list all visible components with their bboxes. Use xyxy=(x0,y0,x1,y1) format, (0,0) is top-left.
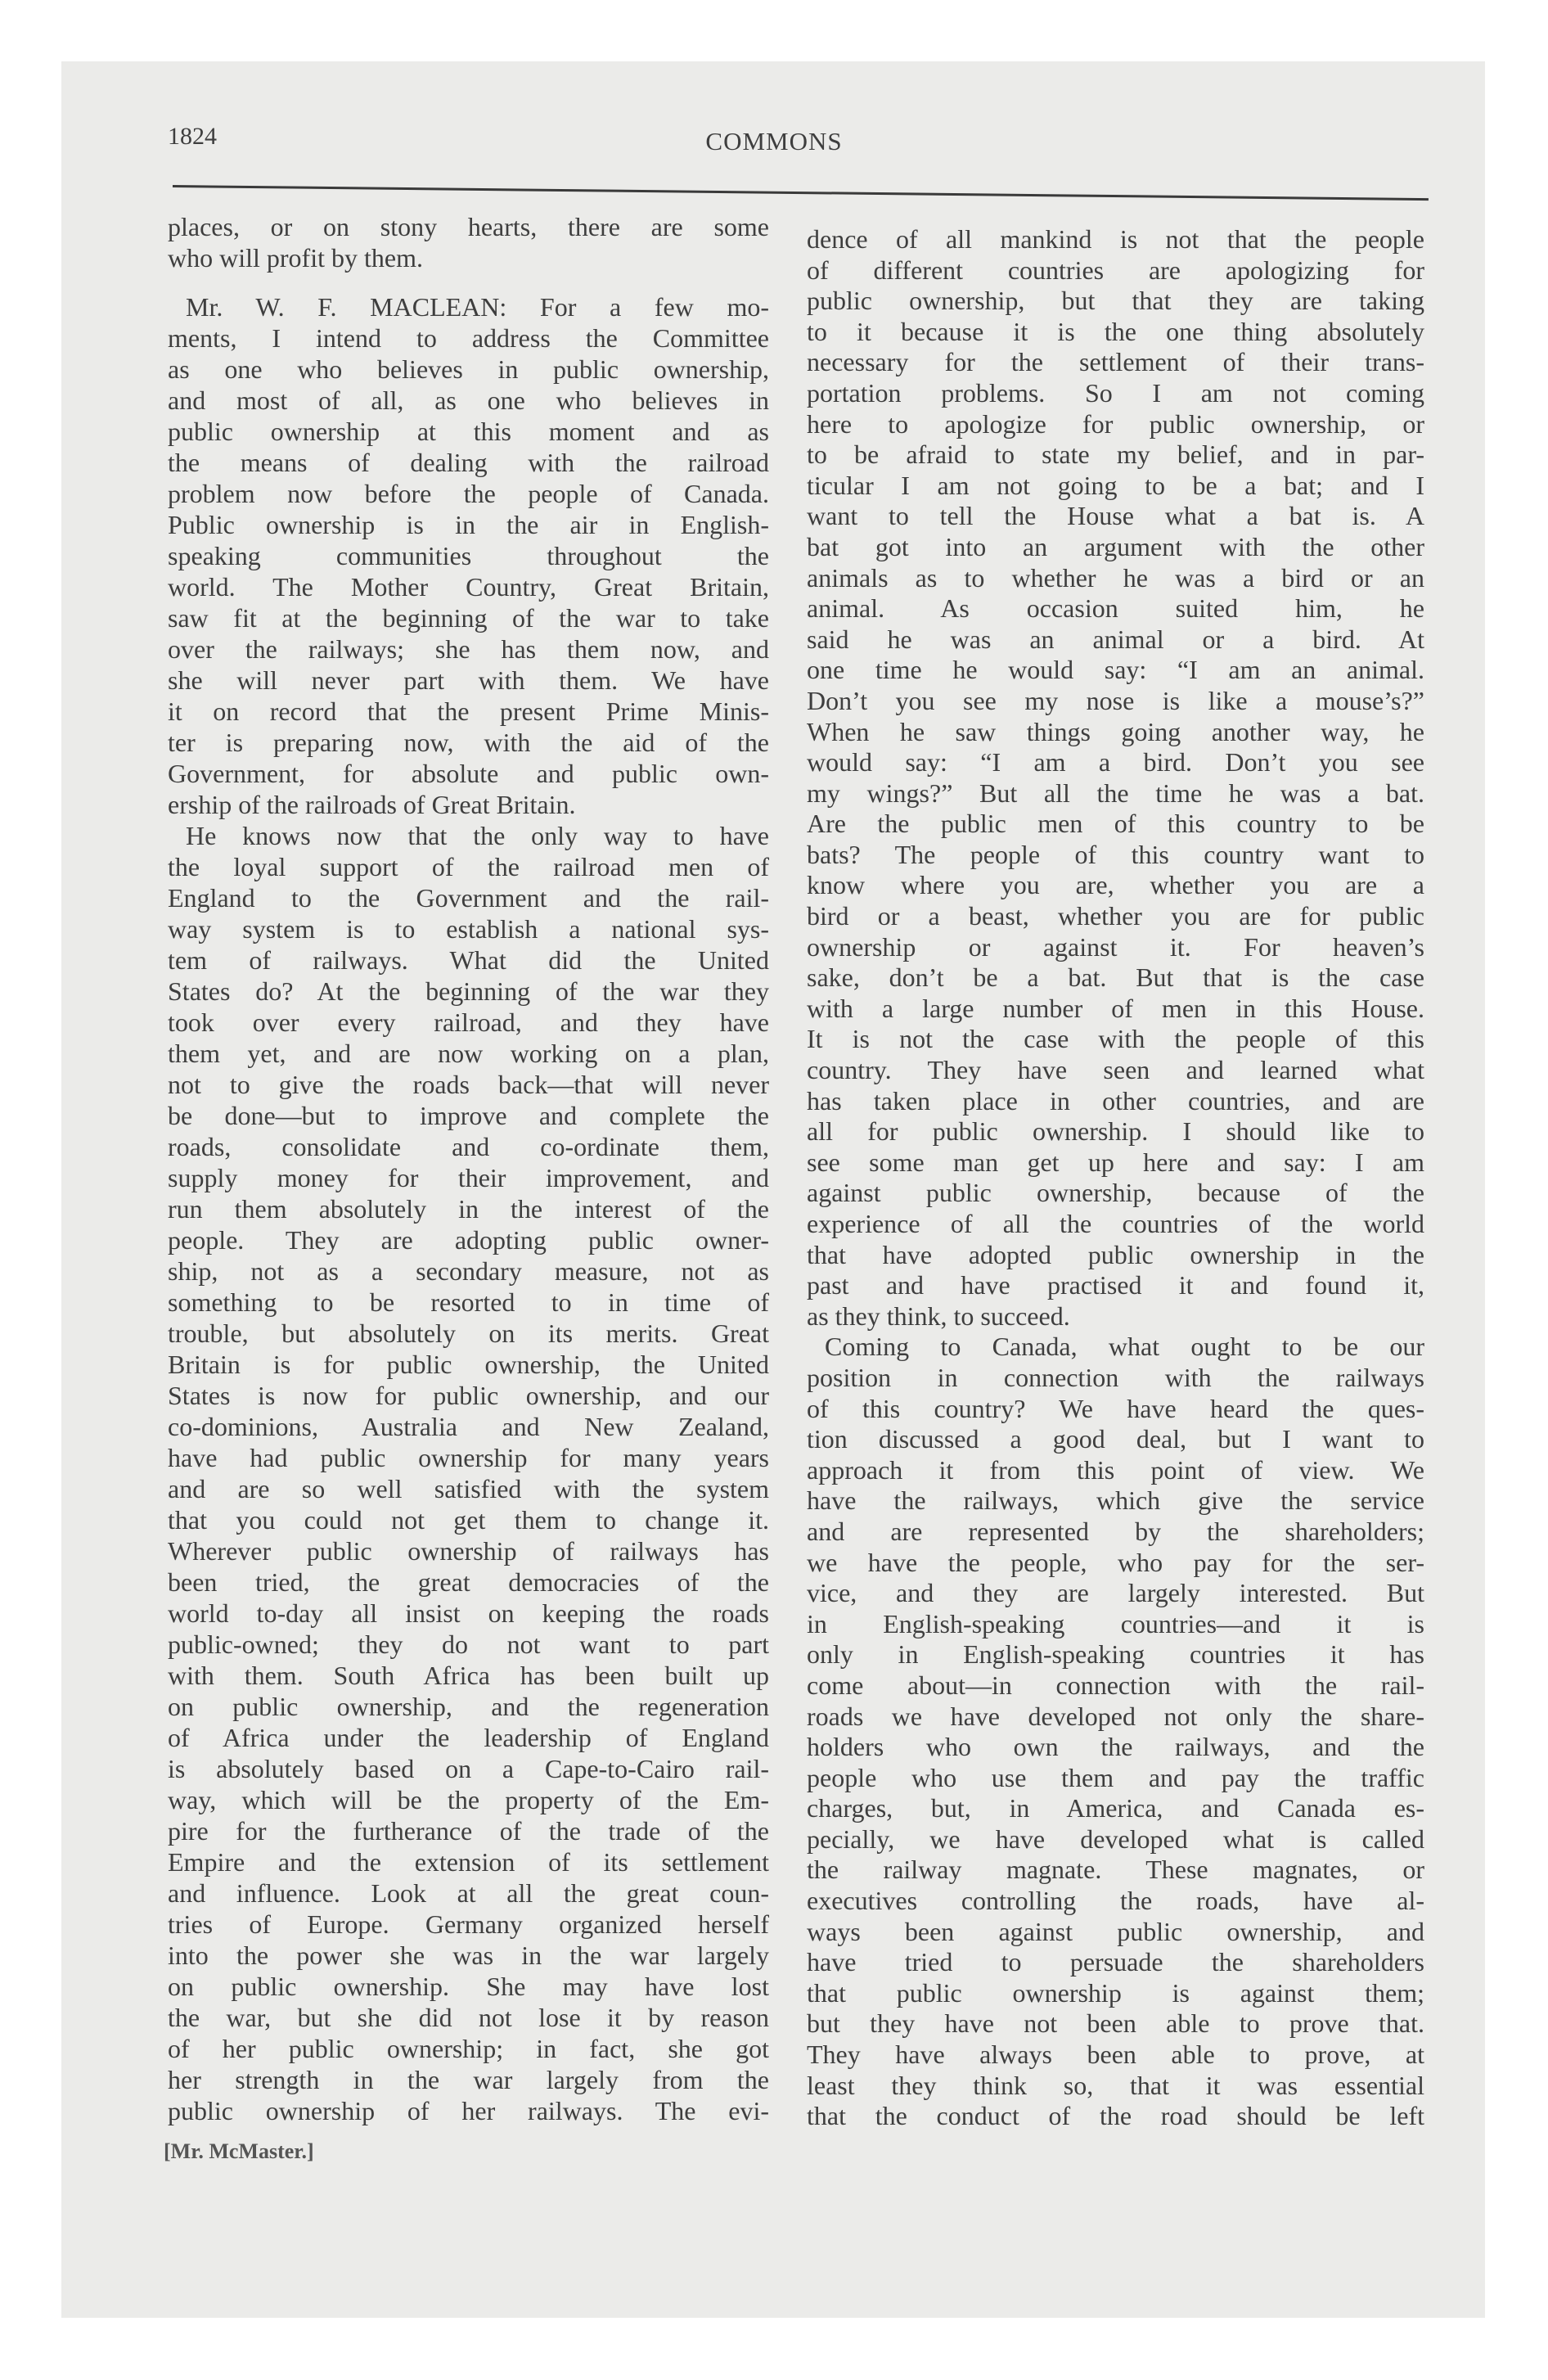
text-line: that public ownership is against them; xyxy=(807,1977,1424,2008)
text-line: Britain is for public ownership, the United xyxy=(168,1350,769,1379)
text-line: be done—but to improve and complete the xyxy=(168,1101,769,1130)
text-line: all for public ownership. I should like to xyxy=(807,1116,1424,1147)
text-line: ments, I intend to address the Committee xyxy=(168,323,769,353)
text-line: charges, but, in America, and Canada es- xyxy=(807,1793,1424,1823)
text-line: past and have practised it and found it, xyxy=(807,1270,1424,1300)
text-line: co-dominions, Australia and New Zealand, xyxy=(168,1412,769,1441)
text-line: When he saw things going another way, he xyxy=(807,716,1424,746)
text-line: ownership or against it. For heaven’s xyxy=(807,931,1424,962)
text-line: Empire and the extension of its settlement xyxy=(168,1847,769,1877)
text-line: portation problems. So I am not coming xyxy=(807,377,1424,408)
text-line: experience of all the countries of the world xyxy=(807,1209,1424,1238)
text-line: has taken place in other countries, and are xyxy=(807,1085,1424,1116)
text-line: the loyal support of the railroad men of xyxy=(168,852,769,881)
text-line: to it because it is the one thing absolutely xyxy=(807,316,1424,346)
text-line: one time he would say: “I am an animal. xyxy=(807,655,1424,685)
text-line: on public ownership, and the regeneration xyxy=(168,1692,769,1721)
text-line: took over every railroad, and they have xyxy=(168,1007,769,1037)
text-line: would say: “I am a bird. Don’t you see xyxy=(807,747,1424,778)
right-column xyxy=(807,224,1424,2132)
text-line: sake, don’t be a bat. But that is the case xyxy=(807,962,1424,993)
text-line: have had public ownership for many years xyxy=(168,1443,769,1472)
text-line: that you could not get them to change it. xyxy=(168,1505,769,1535)
text-line: world. The Mother Country, Great Britain, xyxy=(168,572,769,602)
text-line: public ownership, but that they are taking xyxy=(807,286,1424,316)
text-line: trouble, but absolutely on its merits. Great xyxy=(168,1318,769,1348)
text-line: we have the people, who pay for the ser- xyxy=(807,1547,1424,1577)
text-line: States do? At the beginning of the war they xyxy=(168,976,769,1006)
text-line: vice, and they are largely interested. But xyxy=(807,1578,1424,1608)
page-number: 1824 xyxy=(168,123,217,150)
text-line: They have always been able to prove, at xyxy=(807,2040,1424,2070)
text-line: in English-speaking countries—and it is xyxy=(807,1608,1424,1639)
text-line: who will profit by them. xyxy=(168,243,423,273)
text-line: with a large number of men in this House. xyxy=(807,993,1424,1023)
text-line: the railway magnate. These magnates, or xyxy=(807,1855,1424,1885)
text-line: ership of the railroads of Great Britain. xyxy=(168,790,576,819)
text-line: over the railways; she has them now, and xyxy=(168,634,769,664)
page-title: COMMONS xyxy=(705,127,843,156)
text-line: my wings?” But all the time he was a bat. xyxy=(807,778,1424,808)
text-line: Don’t you see my nose is like a mouse’s?” xyxy=(807,685,1424,715)
text-line: people who use them and pay the traffic xyxy=(807,1762,1424,1792)
text-line: into the power she was in the war largely xyxy=(168,1941,769,1970)
text-line: Mr. W. F. MACLEAN: For a few mo- xyxy=(186,292,769,322)
text-line: animal. As occasion suited him, he xyxy=(807,593,1424,624)
text-line: public-owned; they do not want to part xyxy=(168,1629,769,1659)
text-line: roads, consolidate and co-ordinate them, xyxy=(168,1132,769,1161)
text-line: have tried to persuade the shareholders xyxy=(807,1947,1424,1977)
text-line: and most of all, as one who believes in xyxy=(168,385,769,415)
speaker-note: [Mr. McMaster.] xyxy=(164,2139,314,2163)
text-line: run them absolutely in the interest of the xyxy=(168,1194,769,1224)
text-line: Public ownership is in the air in English- xyxy=(168,510,769,539)
text-line: as one who believes in public ownership, xyxy=(168,354,769,384)
text-line: come about—in connection with the rail- xyxy=(807,1670,1424,1700)
text-line: of Africa under the leadership of England xyxy=(168,1723,769,1752)
text-line: Wherever public ownership of railways has xyxy=(168,1536,769,1566)
text-line: of her public ownership; in fact, she got xyxy=(168,2034,769,2063)
text-line: ways been against public ownership, and xyxy=(807,1916,1424,1946)
text-line: the war, but she did not lose it by reason xyxy=(168,2003,769,2032)
text-line: of this country? We have heard the ques- xyxy=(807,1393,1424,1423)
text-line: as they think, to succeed. xyxy=(807,1300,1070,1331)
text-line: tion discussed a good deal, but I want to xyxy=(807,1424,1424,1454)
text-line: England to the Government and the rail- xyxy=(168,883,769,913)
text-line: to be afraid to state my belief, and in par- xyxy=(807,439,1424,470)
text-line: people. They are adopting public owner- xyxy=(168,1225,769,1255)
text-line: see some man get up here and say: I am xyxy=(807,1147,1424,1177)
text-line: dence of all mankind is not that the people xyxy=(807,224,1424,254)
text-line: her strength in the war largely from the xyxy=(168,2065,769,2094)
text-line: speaking communities throughout the xyxy=(168,541,769,570)
text-line: necessary for the settlement of their trans- xyxy=(807,347,1424,377)
text-line: not to give the roads back—that will never xyxy=(168,1070,769,1099)
text-line: executives controlling the roads, have al- xyxy=(807,1886,1424,1916)
text-line: places, or on stony hearts, there are some xyxy=(168,212,769,241)
text-line: know where you are, whether you are a xyxy=(807,870,1424,900)
text-line: ship, not as a secondary measure, not as xyxy=(168,1256,769,1286)
text-line: is absolutely based on a Cape-to-Cairo rail- xyxy=(168,1754,769,1783)
text-line: problem now before the people of Canada. xyxy=(168,479,769,508)
text-line: and are so well satisfied with the system xyxy=(168,1474,769,1503)
left-column xyxy=(168,211,769,2126)
text-line: against public ownership, because of the xyxy=(807,1178,1424,1208)
text-line: Coming to Canada, what ought to be our xyxy=(825,1332,1424,1362)
text-line: bats? The people of this country want to xyxy=(807,839,1424,869)
text-line: and influence. Look at all the great coun- xyxy=(168,1878,769,1908)
text-line: of different countries are apologizing for xyxy=(807,255,1424,285)
text-line: He knows now that the only way to have xyxy=(186,821,769,850)
text-line: said he was an animal or a bird. At xyxy=(807,624,1424,654)
text-line: country. They have seen and learned what xyxy=(807,1055,1424,1085)
text-line: saw fit at the beginning of the war to take xyxy=(168,603,769,633)
text-line: least they think so, that it was essential xyxy=(807,2070,1424,2100)
text-line: public ownership at this moment and as xyxy=(168,417,769,446)
text-line: position in connection with the railways xyxy=(807,1362,1424,1392)
text-line: way system is to establish a national sys- xyxy=(168,914,769,944)
text-line: with them. South Africa has been built up xyxy=(168,1661,769,1690)
text-line: Are the public men of this country to be xyxy=(807,809,1424,839)
text-line: that the conduct of the road should be left xyxy=(807,2101,1424,2131)
text-line: been tried, the great democracies of the xyxy=(168,1567,769,1597)
text-line: only in English-speaking countries it has xyxy=(807,1639,1424,1670)
text-line: world to-day all insist on keeping the roads xyxy=(168,1598,769,1628)
text-line: It is not the case with the people of this xyxy=(807,1024,1424,1054)
text-line: have the railways, which give the service xyxy=(807,1485,1424,1516)
text-line: ticular I am not going to be a bat; and I xyxy=(807,470,1424,500)
text-line: on public ownership. She may have lost xyxy=(168,1972,769,2001)
text-line: and are represented by the shareholders; xyxy=(807,1516,1424,1546)
text-line: Government, for absolute and public own- xyxy=(168,759,769,788)
text-line: bat got into an argument with the other xyxy=(807,531,1424,561)
text-line: ter is preparing now, with the aid of the xyxy=(168,728,769,757)
text-line: it on record that the present Prime Minis- xyxy=(168,696,769,726)
text-line: roads we have developed not only the share- xyxy=(807,1701,1424,1731)
text-line: bird or a beast, whether you are for public xyxy=(807,901,1424,931)
text-line: she will never part with them. We have xyxy=(168,665,769,695)
text-line: holders who own the railways, and the xyxy=(807,1732,1424,1762)
text-line: that have adopted public ownership in the xyxy=(807,1239,1424,1269)
text-line: tem of railways. What did the United xyxy=(168,945,769,975)
text-line: pecially, we have developed what is called xyxy=(807,1823,1424,1854)
text-line: States is now for public ownership, and our xyxy=(168,1381,769,1410)
text-line: supply money for their improvement, and xyxy=(168,1163,769,1192)
text-line: animals as to whether he was a bird or an xyxy=(807,562,1424,593)
text-line: but they have not been able to prove that. xyxy=(807,2008,1424,2039)
text-line: want to tell the House what a bat is. A xyxy=(807,501,1424,531)
text-line: the means of dealing with the railroad xyxy=(168,448,769,477)
text-line: approach it from this point of view. We xyxy=(807,1454,1424,1485)
text-line: way, which will be the property of the Em- xyxy=(168,1785,769,1814)
text-line: pire for the furtherance of the trade of the xyxy=(168,1816,769,1846)
text-line: something to be resorted to in time of xyxy=(168,1287,769,1317)
text-line: here to apologize for public ownership, or xyxy=(807,408,1424,439)
text-line: tries of Europe. Germany organized herself xyxy=(168,1909,769,1939)
text-line: them yet, and are now working on a plan, xyxy=(168,1039,769,1068)
text-line: public ownership of her railways. The evi- xyxy=(168,2096,769,2125)
